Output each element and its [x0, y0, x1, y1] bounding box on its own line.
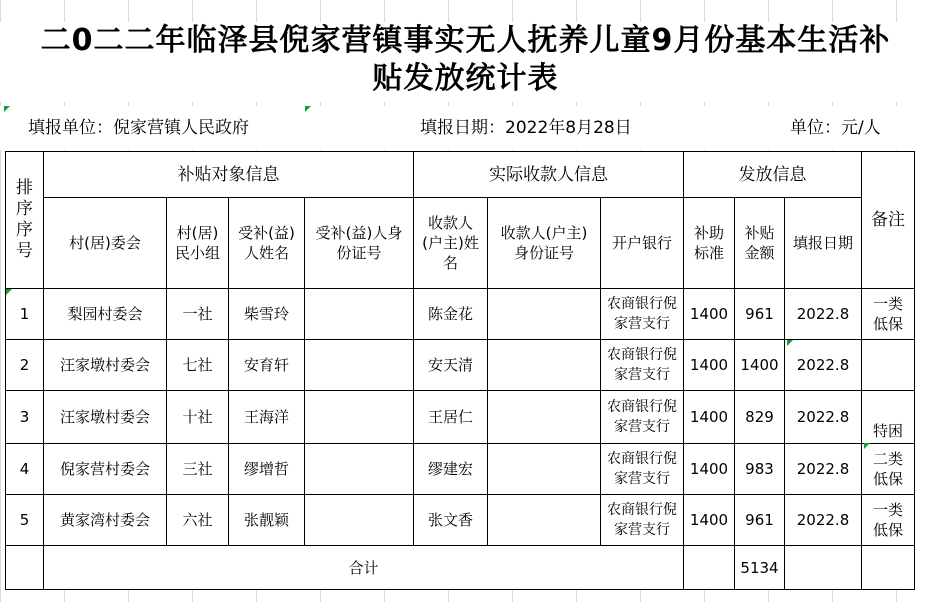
cell-group[interactable]: 三社: [167, 444, 229, 495]
cell-group[interactable]: 十社: [167, 391, 229, 444]
cell-total-remark[interactable]: [862, 546, 915, 590]
header-amount[interactable]: 补贴金额: [735, 198, 785, 289]
cell-id[interactable]: [305, 289, 414, 340]
cell-village[interactable]: 汪家墩村委会: [44, 340, 167, 391]
cell-seq[interactable]: 5: [6, 495, 44, 546]
table-row: [6, 444, 915, 495]
cell-bank[interactable]: 农商银行倪家营支行: [601, 340, 684, 391]
page-title: [0, 22, 931, 102]
cell-id[interactable]: [305, 391, 414, 444]
cell-payee-id[interactable]: [488, 340, 601, 391]
cell-group[interactable]: 一社: [167, 289, 229, 340]
header-standard[interactable]: 补助标准: [684, 198, 735, 289]
cell-bank[interactable]: 农商银行倪家营支行: [601, 495, 684, 546]
cell-amount[interactable]: 961: [735, 495, 785, 546]
cell-seq[interactable]: 3: [6, 391, 44, 444]
cell-remark[interactable]: 一类低保: [862, 289, 915, 340]
cell-total-standard[interactable]: [684, 546, 735, 590]
title-line-1: 二0二二年临泽县倪家营镇事实无人抚养儿童9月份基本生活补: [40, 23, 891, 58]
cell-payee-id[interactable]: [488, 444, 601, 495]
cell-comment-marker: [305, 106, 311, 112]
header-group-subsidy[interactable]: 补贴对象信息: [44, 152, 414, 198]
cell-seq[interactable]: 1: [6, 289, 44, 340]
cell-seq[interactable]: 2: [6, 340, 44, 391]
cell-date[interactable]: 2022.8: [785, 391, 862, 444]
header-village[interactable]: 村(居)委会: [44, 198, 167, 289]
cell-village[interactable]: 倪家营村委会: [44, 444, 167, 495]
cell-id[interactable]: [305, 495, 414, 546]
table-row: [6, 289, 915, 340]
cell-payee-id[interactable]: [488, 391, 601, 444]
cell-bank[interactable]: 农商银行倪家营支行: [601, 444, 684, 495]
total-label[interactable]: 合计: [44, 546, 684, 590]
header-group[interactable]: 村(居)民小组: [167, 198, 229, 289]
header-fill-date[interactable]: 填报日期: [785, 198, 862, 289]
cell-date[interactable]: 2022.8: [785, 444, 862, 495]
report-date: 填报日期：2022年8月28日: [420, 118, 632, 138]
cell-name[interactable]: 缪增哲: [229, 444, 305, 495]
cell-remark[interactable]: [862, 340, 915, 391]
cell-payee-id[interactable]: [488, 495, 601, 546]
cell-comment-marker: [787, 340, 793, 346]
cell-date[interactable]: 2022.8: [785, 289, 862, 340]
cell-total-blank[interactable]: [6, 546, 44, 590]
total-amount[interactable]: 5134: [735, 546, 785, 590]
cell-village[interactable]: 梨园村委会: [44, 289, 167, 340]
header-payee-name[interactable]: 收款人(户主)姓名: [414, 198, 488, 289]
cell-bank[interactable]: 农商银行倪家营支行: [601, 289, 684, 340]
cell-payee[interactable]: 安天清: [414, 340, 488, 391]
header-beneficiary-name[interactable]: 受补(益)人姓名: [229, 198, 305, 289]
cell-standard[interactable]: 1400: [684, 340, 735, 391]
cell-payee[interactable]: 缪建宏: [414, 444, 488, 495]
reporting-unit: 填报单位：倪家营镇人民政府: [28, 118, 249, 138]
cell-payee[interactable]: 张文香: [414, 495, 488, 546]
cell-group[interactable]: 六社: [167, 495, 229, 546]
report-meta-row: [0, 106, 931, 150]
cell-name[interactable]: 柴雪玲: [229, 289, 305, 340]
table-row: [6, 391, 915, 444]
subsidy-table: [5, 151, 915, 590]
cell-comment-marker: [4, 106, 10, 112]
cell-payee[interactable]: 陈金花: [414, 289, 488, 340]
cell-amount[interactable]: 829: [735, 391, 785, 444]
table-row: [6, 340, 915, 391]
cell-name[interactable]: 张靓颖: [229, 495, 305, 546]
cell-standard[interactable]: 1400: [684, 495, 735, 546]
header-group-payee[interactable]: 实际收款人信息: [414, 152, 684, 198]
total-row: [6, 546, 915, 590]
cell-standard[interactable]: 1400: [684, 444, 735, 495]
cell-remark[interactable]: 二类低保: [862, 444, 915, 495]
cell-date[interactable]: 2022.8: [785, 495, 862, 546]
table-row: [6, 495, 915, 546]
cell-payee[interactable]: 王居仁: [414, 391, 488, 444]
cell-bank[interactable]: 农商银行倪家营支行: [601, 391, 684, 444]
currency-unit: 单位：元/人: [790, 118, 881, 138]
cell-remark[interactable]: 一类低保: [862, 495, 915, 546]
cell-payee-id[interactable]: [488, 289, 601, 340]
cell-standard[interactable]: 1400: [684, 289, 735, 340]
cell-date[interactable]: 2022.8: [785, 340, 862, 391]
cell-name[interactable]: 王海洋: [229, 391, 305, 444]
cell-comment-marker: [864, 443, 870, 449]
cell-seq[interactable]: 4: [6, 444, 44, 495]
cell-standard[interactable]: 1400: [684, 391, 735, 444]
cell-comment-marker: [6, 289, 12, 295]
cell-amount[interactable]: 961: [735, 289, 785, 340]
cell-id[interactable]: [305, 444, 414, 495]
title-line-2: 贴发放统计表: [372, 61, 559, 96]
cell-group[interactable]: 七社: [167, 340, 229, 391]
header-beneficiary-id[interactable]: 受补(益)人身份证号: [305, 198, 414, 289]
header-payee-id[interactable]: 收款人(户主)身份证号: [488, 198, 601, 289]
cell-id[interactable]: [305, 340, 414, 391]
cell-total-date[interactable]: [785, 546, 862, 590]
cell-name[interactable]: 安育轩: [229, 340, 305, 391]
cell-village[interactable]: 汪家墩村委会: [44, 391, 167, 444]
header-seq[interactable]: 排序序号: [6, 152, 44, 289]
cell-remark[interactable]: 特困: [862, 391, 915, 444]
cell-village[interactable]: 黄家湾村委会: [44, 495, 167, 546]
cell-amount[interactable]: 983: [735, 444, 785, 495]
header-group-payment[interactable]: 发放信息: [684, 152, 862, 198]
header-remarks[interactable]: 备注: [862, 152, 915, 289]
header-bank[interactable]: 开户银行: [601, 198, 684, 289]
cell-amount[interactable]: 1400: [735, 340, 785, 391]
